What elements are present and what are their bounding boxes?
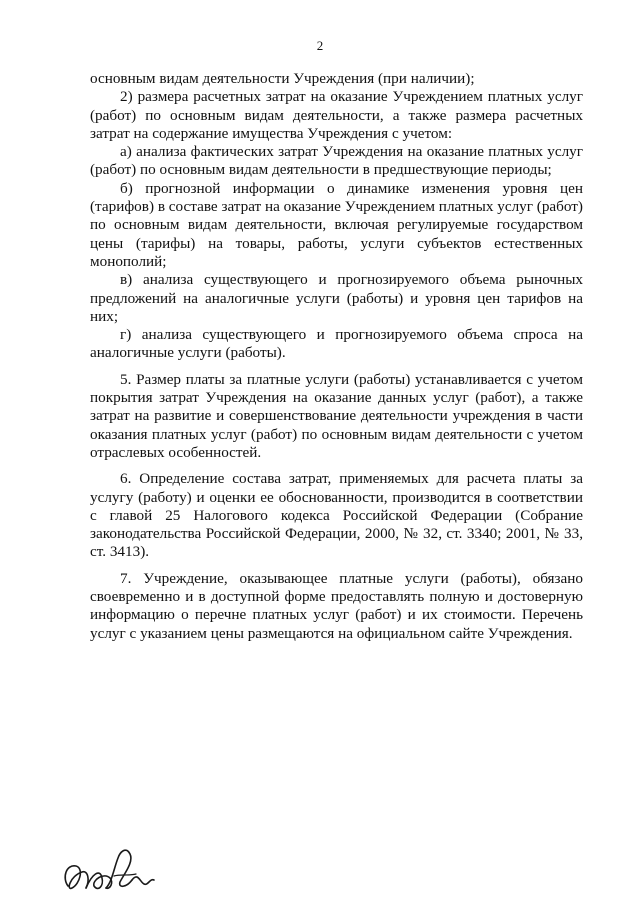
paragraph-continuation: основным видам деятельности Учреждения (при наличии); <box>90 70 475 87</box>
paragraph-item-2b: б) прогнозной информации о динамике изменения уровня цен (тарифов) в составе затрат на оказание Учреждением платных услуг (работ) по основным видам деятельности, включая регулируемые государством цены (тарифы) на товары, работы, услуги субъектов естественных монополий; <box>90 179 583 270</box>
document-body <box>90 70 583 643</box>
page-number: 2 <box>316 38 324 53</box>
paragraph-item-7: 7. Учреждение, оказывающее платные услуги (работы), обязано своевременно и в доступной форме предоставлять полную и достоверную информацию о перечне платных услуг (работ) и их стоимости. Перечень услуг с указанием цены размещаются на официальном сайте Учреждения. <box>90 569 583 642</box>
paragraph-item-2v: в) анализа существующего и прогнозируемого объема рыночных предложений на аналогичные услуги (работы) и уровня цен тарифов на них; <box>90 271 583 325</box>
paragraph-item-6: 6. Определение состава затрат, применяемых для расчета платы за услугу (работу) и оценки ее обоснованности, производится в соответствии с главой 25 Налогового кодекса Российской Федерации (Собрание законодательства Российской Федерации, 2000, № 32, ст. 3340; 2001, № 33, ст. 3413). <box>90 470 583 561</box>
signature-image <box>60 838 170 898</box>
paragraph-item-2a: а) анализа фактических затрат Учреждения на оказание платных услуг (работ) по основным видам деятельности в предшествующие периоды; <box>90 143 583 179</box>
paragraph-item-5: 5. Размер платы за платные услуги (работы) устанавливается с учетом покрытия затрат Учреждения на оказание данных услуг (работ), а также затрат на развитие и совершенствование деятельности учреждения в части оказания платных услуг (работ) по основным видам деятельности с учетом отраслевых особенностей. <box>90 370 583 461</box>
paragraph-item-2g: г) анализа существующего и прогнозируемого объема спроса на аналогичные услуги (работы). <box>90 326 583 362</box>
paragraph-item-2: 2) размера расчетных затрат на оказание Учреждением платных услуг (работ) по основным видам деятельности, а также размера расчетных затрат на содержание имущества Учреждения с учетом: <box>90 88 583 142</box>
